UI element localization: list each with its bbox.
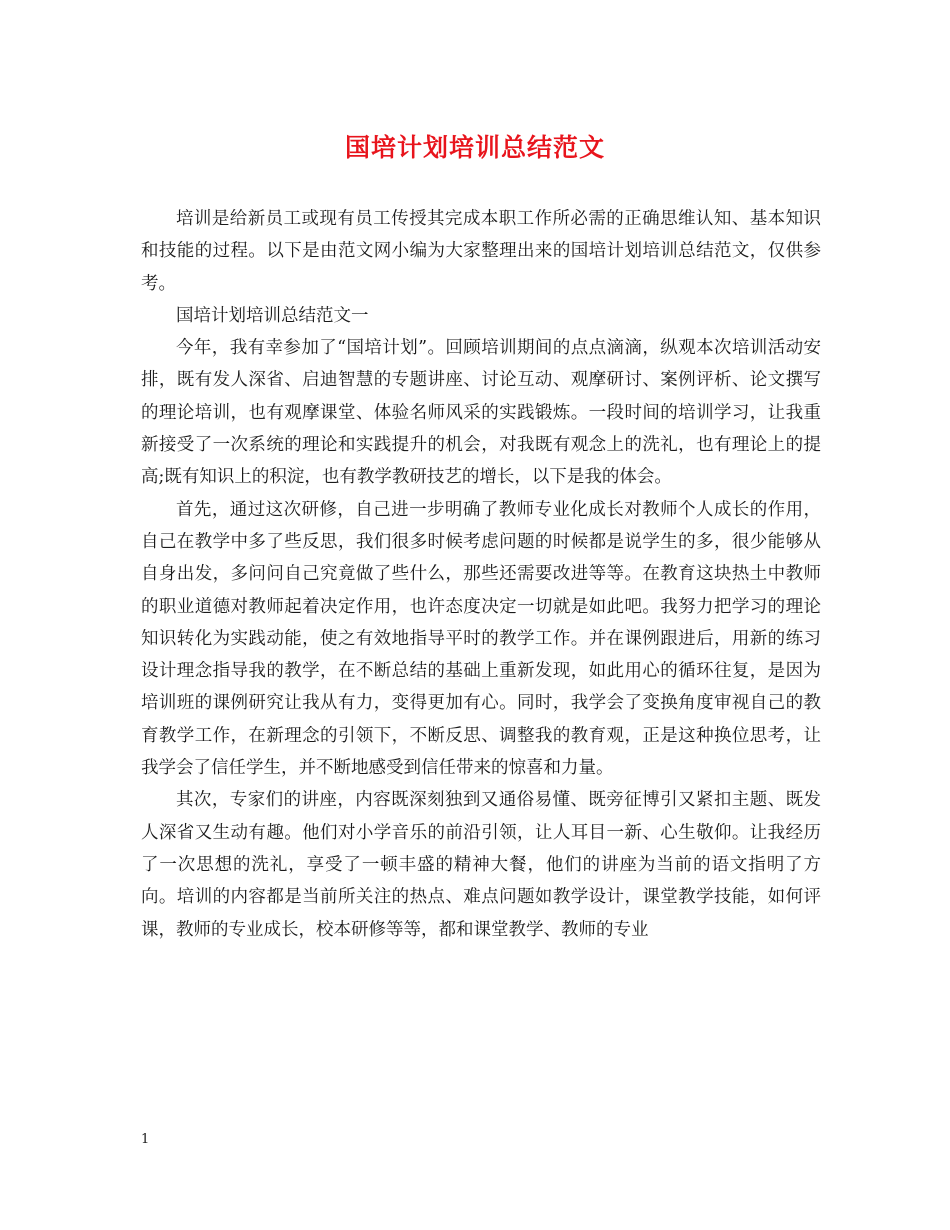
body-paragraph: 首先，通过这次研修，自己进一步明确了教师专业化成长对教师个人成长的作用，自己在教学中多了些反思，我们很多时候考虑问题的时候都是说学生的多，很少能够从自身出发，多问问自己究竟做了些什么，那些还需要改进等等。在教育这块热土中教师的职业道德对教师起着决定作用，也许态度决定一切就是如此吧。我努力把学习的理论知识转化为实践动能，使之有效地指导平时的教学工作。并在课例跟进后，用新的练习设计理念指导我的教学，在不断总结的基础上重新发现，如此用心的循环往复，是因为培训班的课例研究让我从有力，变得更加有心。同时，我学会了变换角度审视自己的教育教学工作，在新理念的引领下，不断反思、调整我的教育观，正是这种换位思考，让我学会了信任学生，并不断地感受到信任带来的惊喜和力量。: [141, 499, 821, 779]
body-paragraph: 今年，我有幸参加了“国培计划”。回顾培训期间的点点滴滴，纵观本次培训活动安排，既有发人深省、启迪智慧的专题讲座、讨论互动、观摩研讨、案例评析、论文撰写的理论培训，也有观摩课堂、体验名师风采的实践锻炼。一段时间的培训学习，让我重新接受了一次系统的理论和实践提升的机会，对我既有观念上的洗礼，也有理论上的提高;既有知识上的积淀，也有教学教研技艺的增长，以下是我的体会。: [141, 338, 821, 488]
intro-paragraph: 培训是给新员工或现有员工传授其完成本职工作所必需的正确思维认知、基本知识和技能的过程。以下是由范文网小编为大家整理出来的国培计划培训总结范文，仅供参考。: [141, 209, 821, 294]
body-paragraph: 其次，专家们的讲座，内容既深刻独到又通俗易懂、既旁征博引又紧扣主题、既发人深省又生动有趣。他们对小学音乐的前沿引领，让人耳目一新、心生敬仰。让我经历了一次思想的洗礼，享受了一顿丰盛的精神大餐，他们的讲座为当前的语文指明了方向。培训的内容都是当前所关注的热点、难点问题如教学设计，课堂教学技能，如何评课，教师的专业成长，校本研修等等，都和课堂教学、教师的专业: [141, 790, 821, 940]
page-number: 1: [141, 1132, 150, 1147]
section-heading: 国培计划培训总结范文一: [176, 305, 369, 326]
document-body: [141, 203, 821, 946]
document-title: 国培计划培训总结范文: [344, 133, 605, 162]
